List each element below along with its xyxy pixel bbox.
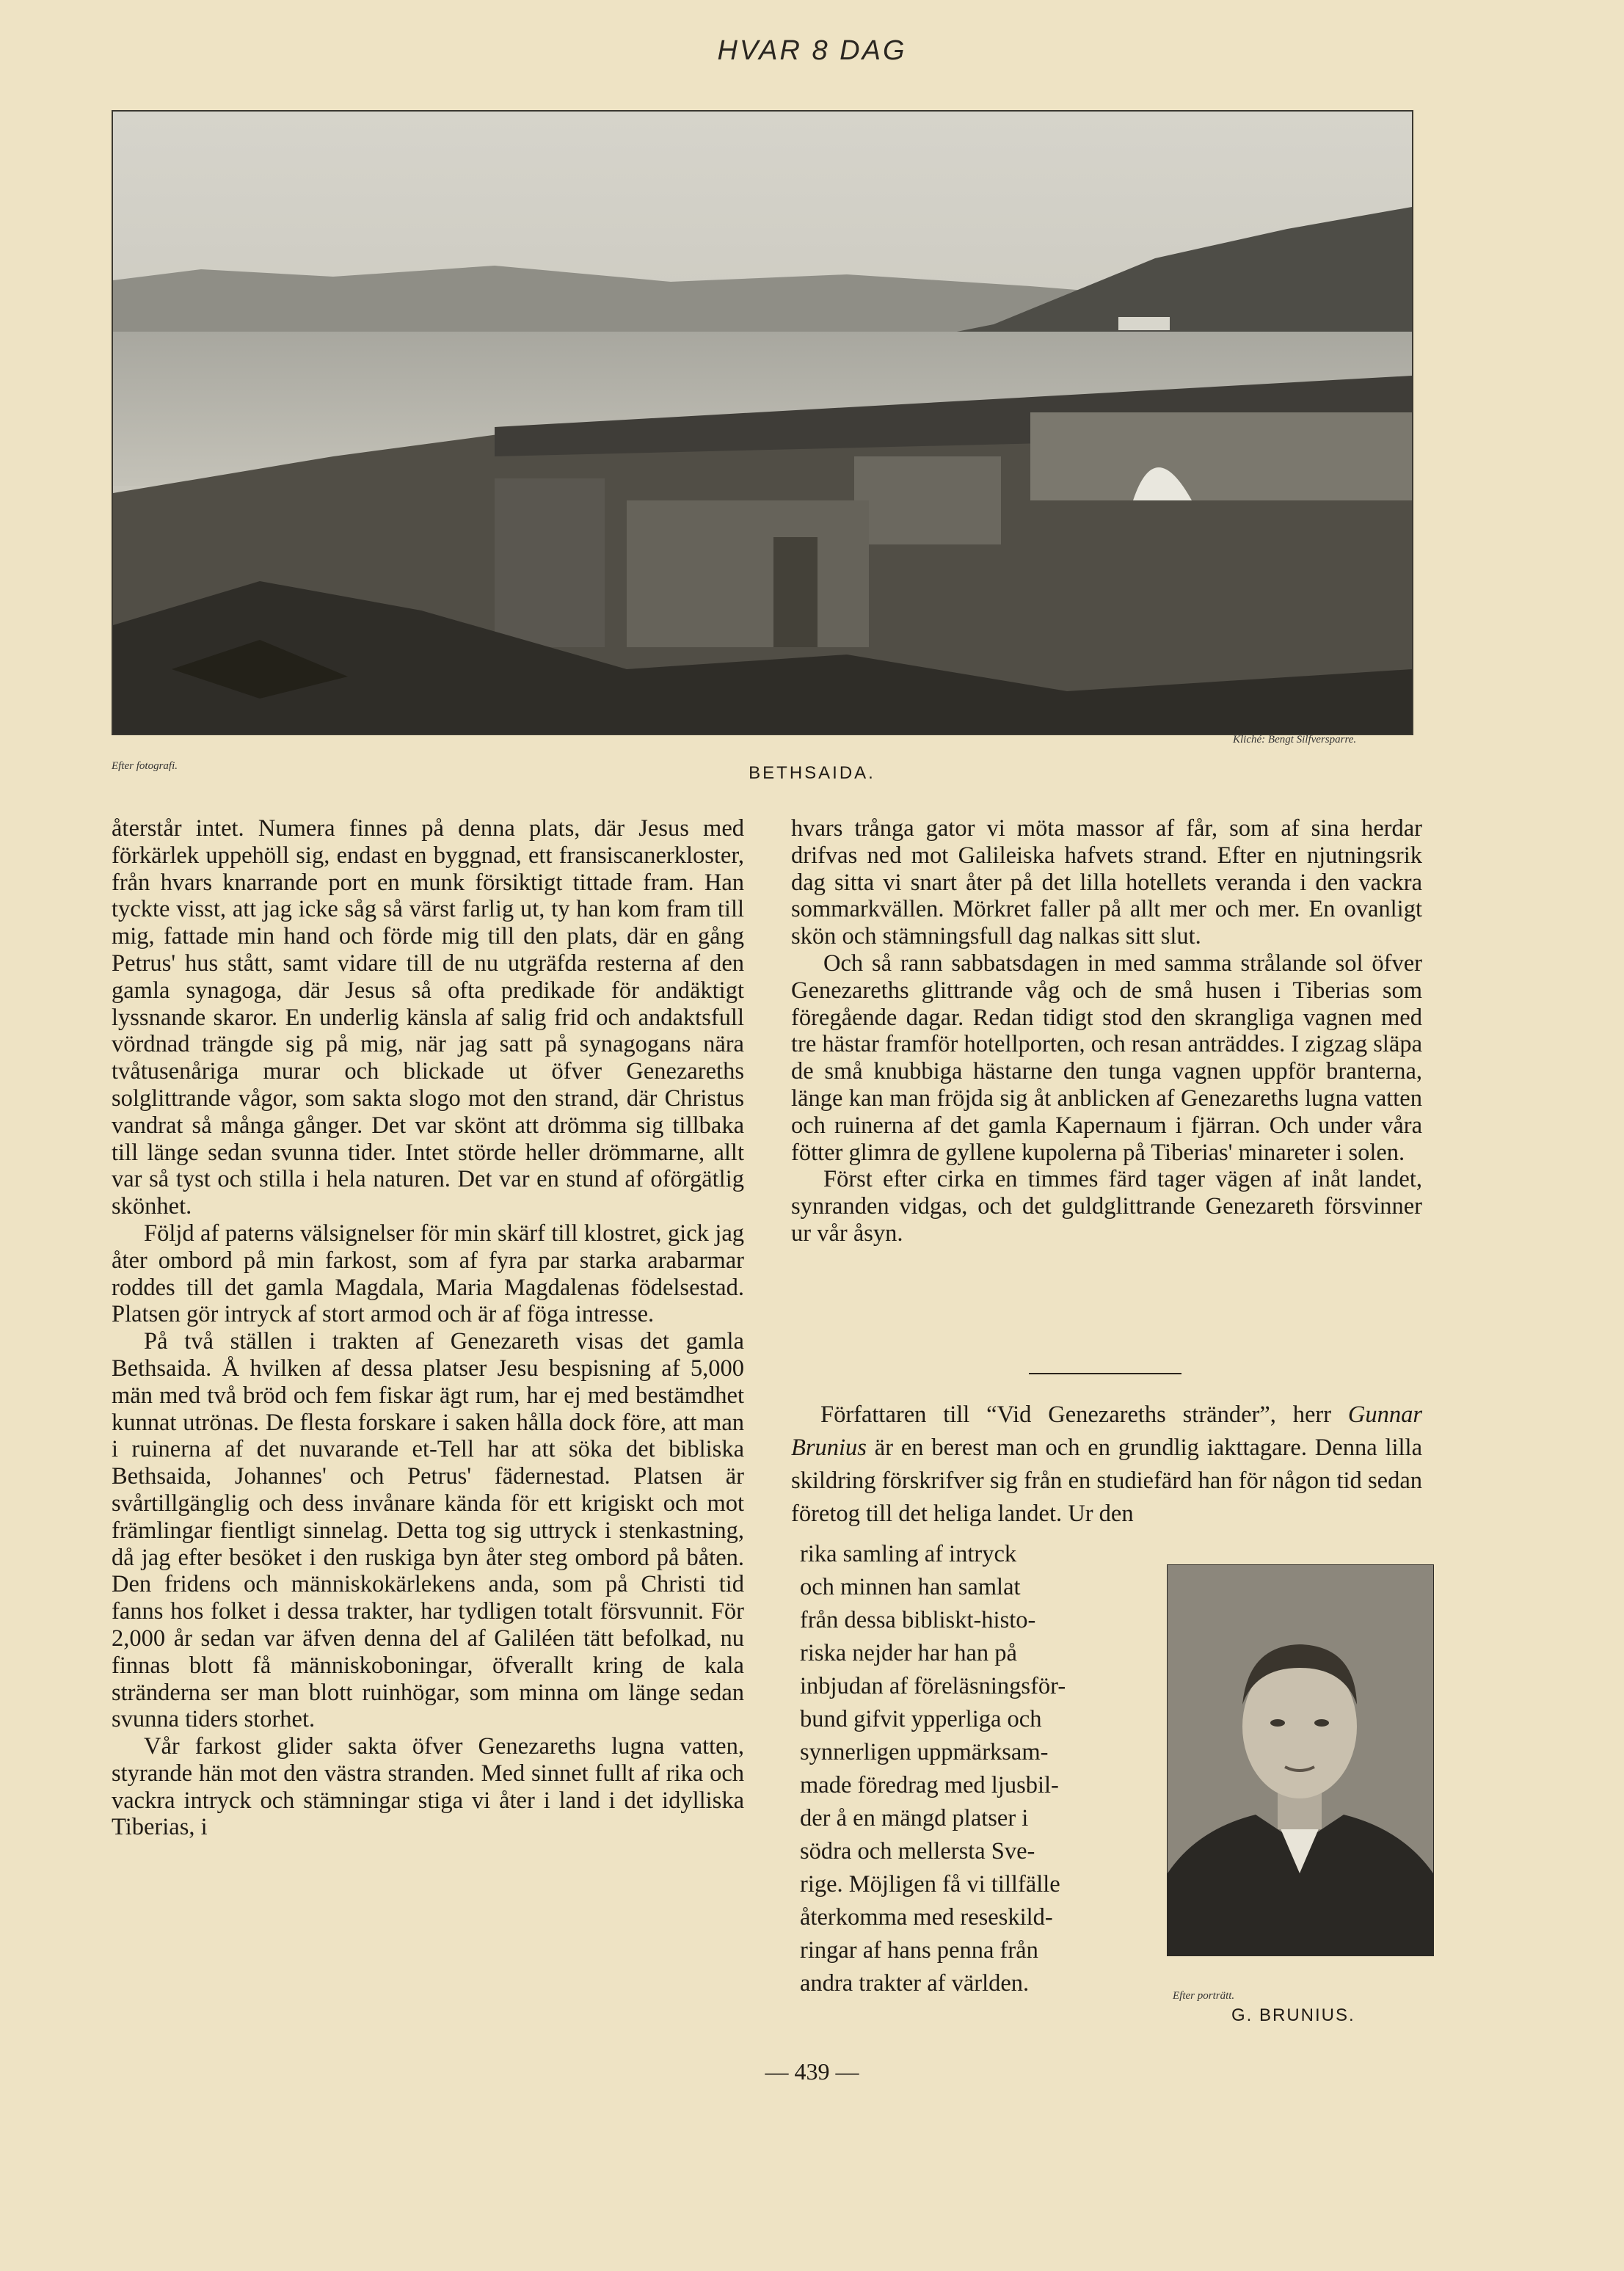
note-line: rika samling af intryck xyxy=(800,1541,1017,1567)
left-paragraph-1: återstår intet. Numera finnes på denna plats, där Jesus med förkärlek uppehöll sig, endast en byggnad, ett fransiscanerkloster, från hvars knarrande port en munk försiktigt tittade fram. Han tyckte visst, att jag icke såg så värst farlig ut, ty han kom fram till mig, fattade min hand och förde mig till den plats, där en gång Petrus' hus stått, samt vidare till de nu utgräfda resterna af den gamla synagoga, där Jesus så ofta predikade för andäktigt lyssnande skaror. En underlig känsla af salig frid och andaktsfull vördnad trängde sig på mig, när jag satt på synagogans nära tvåtusenåriga murar och blickade ut öfver Genezareths solglittrande vågor, som sakta slogo mot den strand, där Christus vandrat så många gånger. Det var skönt att drömma sig tillbaka till länge sedan svunna tider. Intet störde heller drömmarne, allt var så tyst och stilla i hela naturen. Det var en stund af oförgätlig skönhet. xyxy=(112,815,744,1220)
note-line: ringar af hans penna från xyxy=(800,1937,1038,1964)
section-divider xyxy=(1029,1373,1181,1374)
page-number: — 439 — xyxy=(765,2058,859,2085)
note-line: made föredrag med ljusbil- xyxy=(800,1772,1059,1798)
portrait-credit: Efter porträtt. xyxy=(1173,1990,1235,2002)
note-line: rige. Möjligen få vi tillfälle xyxy=(800,1871,1060,1898)
note-line: synnerligen uppmärksam- xyxy=(800,1739,1049,1765)
page-header: HVAR 8 DAG xyxy=(717,35,907,66)
note-line: södra och mellersta Sve- xyxy=(800,1838,1035,1864)
photo-caption: BETHSAIDA. xyxy=(749,763,875,783)
note-line: der å en mängd platser i xyxy=(800,1805,1029,1831)
portrait-caption: G. BRUNIUS. xyxy=(1231,2005,1355,2025)
left-column xyxy=(112,815,744,1841)
note-line: bund gifvit ypperliga och xyxy=(800,1706,1042,1732)
photo-credit-left: Efter fotografi. xyxy=(112,760,178,772)
right-paragraph-1: hvars trånga gator vi möta massor af får, som af sina herdar drifvas ned mot Galileiska hafvets strand. Efter en njutningsrik dag sitta vi snart åter på det lilla hotellets veranda i den vackra sommarkvällen. Mörkret faller på allt mer och mer. En ovanligt skön och stämningsfull dag nalkas sitt slut. xyxy=(791,815,1422,950)
author-note-before: Författaren till “Vid Genezareths stränder”, herr xyxy=(820,1401,1348,1428)
note-line: inbjudan af föreläsningsför- xyxy=(800,1673,1066,1699)
right-paragraph-3: Först efter cirka en timmes färd tager vägen af inåt landet, synranden vidgas, och det guldglittrande Genezareth försvinner ur vår åsyn. xyxy=(791,1166,1422,1247)
bethsaida-photo xyxy=(112,110,1413,735)
note-line: återkomma med reseskild- xyxy=(800,1904,1053,1931)
left-paragraph-4: Vår farkost glider sakta öfver Genezareths lugna vatten, styrande hän mot den västra stranden. Med sinnet fullt af rika och vackra intryck och stämningar stiga vi åter i land i det idylliska Tiberias, i xyxy=(112,1733,744,1841)
left-paragraph-3: På två ställen i trakten af Genezareth visas det gamla Bethsaida. Å hvilken af dessa platser Jesu bespisning af 5,000 män med två bröd och fem fiskar ägt rum, har ej med bestämdhet kunnat utrönas. De flesta forskare i saken hålla dock före, att man i ruinerna af det nuvarande et-Tell har att söka det bibliska Bethsaida, Johannes' och Petrus' fädernestad. Platsen är svårtillgänglig och dess invånare kända för ett krigiskt och mot främlingar fientligt sinnelag. Detta tog sig uttryck i stenkastning, då jag efter besöket i den ruskiga byn åter steg ombord på båten. Den fridens och människokärlekens anda, som på Christi tid fanns hos folket i dessa trakter, har tydligen totalt försvunnit. För 2,000 år sedan var äfven denna del af Galiléen tätt befolkad, nu finnas blott få människoboningar, öfverallt kring de kala stränderna ser man blott ruinhögar, som minna om länge sedan svunna tiders storhet. xyxy=(112,1328,744,1733)
author-note-text xyxy=(791,1399,1422,1531)
note-line: andra trakter af världen. xyxy=(800,1970,1030,1997)
author-note-column xyxy=(800,1538,1115,2000)
note-line: och minnen han samlat xyxy=(800,1574,1021,1600)
left-paragraph-2: Följd af paterns välsignelser för min skärf till klostret, gick jag åter ombord på min farkost, som af fyra par starka arabarmar roddes till det gamla Magdala, Maria Magdalenas födelsestad. Platsen gör intryck af stort armod och är af föga intresse. xyxy=(112,1220,744,1328)
author-note xyxy=(791,1399,1422,1531)
note-line: från dessa bibliskt-histo- xyxy=(800,1607,1036,1633)
right-column xyxy=(791,815,1422,1247)
note-line: riska nejder har han på xyxy=(800,1640,1017,1666)
author-note-after: är en berest man och en grundlig iakttagare. Denna lilla skildring förskrifver sig från en studiefärd han för någon tid sedan företog till det heliga landet. Ur den xyxy=(791,1435,1422,1527)
right-paragraph-2: Och så rann sabbatsdagen in med samma strålande sol öfver Genezareths glittrande våg och de små husen i Tiberias som föregående dagar. Redan tidigt stod den skrangliga vagnen med tre hästar framför hotellporten, och resan anträddes. I zigzag släpa de små knubbiga hästarne den tunga vagnen uppför branterna, länge kan man fröjda sig åt anblicken af Genezareths lugna vatten och ruinerna af det gamla Kapernaum i fjärran. Och under våra fötter glimra de gyllene kupolerna på Tiberias' minareter i solen. xyxy=(791,949,1422,1166)
photo-credit-right: Kliché: Bengt Silfversparre. xyxy=(1233,734,1357,746)
author-portrait xyxy=(1167,1564,1434,1956)
author-name: Gunnar Brunius xyxy=(791,1401,1422,1461)
